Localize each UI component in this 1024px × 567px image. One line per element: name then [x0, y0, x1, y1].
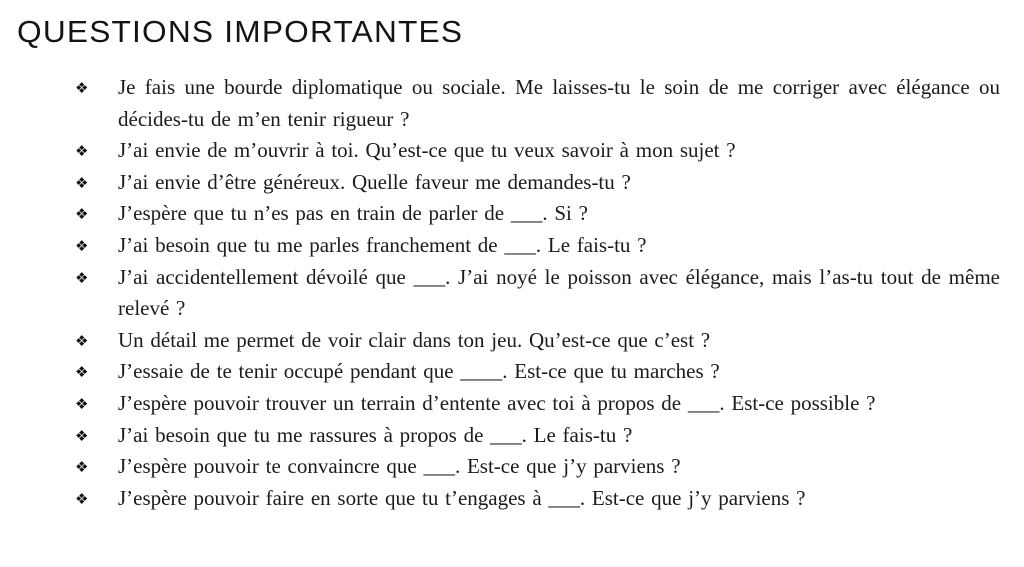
- list-item: [75, 325, 1000, 357]
- list-item: [75, 356, 1000, 388]
- question-text: J’espère que tu n’es pas en train de parler de ___. Si ?: [118, 201, 588, 226]
- question-text: J’essaie de te tenir occupé pendant que ____. Est-ce que tu marches ?: [118, 359, 720, 384]
- list-item: [75, 198, 1000, 230]
- question-text: J’ai besoin que tu me rassures à propos de ___. Le fais-tu ?: [118, 422, 633, 447]
- question-text: J’espère pouvoir trouver un terrain d’entente avec toi à propos de ___. Est-ce possible ?: [118, 390, 876, 415]
- list-item: [75, 262, 1000, 325]
- list-item: [75, 135, 1000, 167]
- question-text: J’ai envie d’être généreux. Quelle faveur me demandes-tu ?: [118, 169, 631, 194]
- list-item: [75, 451, 1000, 483]
- page-title: QUESTIONS IMPORTANTES: [17, 14, 464, 49]
- diamond-bullet-icon: ❖: [75, 426, 89, 445]
- list-item: [75, 72, 1000, 135]
- diamond-bullet-icon: ❖: [75, 173, 89, 192]
- diamond-bullet-icon: ❖: [75, 394, 89, 413]
- diamond-bullet-icon: ❖: [75, 236, 89, 255]
- question-text: J’espère pouvoir te convaincre que ___. Est-ce que j’y parviens ?: [118, 454, 681, 479]
- diamond-bullet-icon: ❖: [75, 458, 89, 477]
- list-item: [75, 230, 1000, 262]
- list-item: [75, 483, 1000, 515]
- question-text: J’espère pouvoir faire en sorte que tu t’engages à ___. Est-ce que j’y parviens ?: [118, 485, 806, 510]
- list-item: [75, 388, 1000, 420]
- diamond-bullet-icon: ❖: [75, 268, 89, 287]
- question-text: Un détail me permet de voir clair dans ton jeu. Qu’est-ce que c’est ?: [118, 327, 711, 352]
- diamond-bullet-icon: ❖: [75, 79, 89, 97]
- question-list: [75, 72, 1000, 514]
- question-text: J’ai besoin que tu me parles franchement de ___. Le fais-tu ?: [118, 232, 647, 257]
- list-item: [75, 420, 1000, 452]
- diamond-bullet-icon: ❖: [75, 331, 89, 350]
- question-text: Je fais une bourde diplomatique ou sociale. Me laisses-tu le soin de me corriger avec élégance ou décides-tu de m’en tenir rigueur ?: [118, 75, 1000, 131]
- question-text: J’ai accidentellement dévoilé que ___. J’ai noyé le poisson avec élégance, mais l’as-tu tout de même relevé ?: [118, 264, 1000, 321]
- list-item: [75, 167, 1000, 199]
- diamond-bullet-icon: ❖: [75, 142, 89, 161]
- question-text: J’ai envie de m’ouvrir à toi. Qu’est-ce que tu veux savoir à mon sujet ?: [118, 138, 736, 163]
- diamond-bullet-icon: ❖: [75, 205, 89, 224]
- diamond-bullet-icon: ❖: [75, 489, 89, 508]
- diamond-bullet-icon: ❖: [75, 363, 89, 382]
